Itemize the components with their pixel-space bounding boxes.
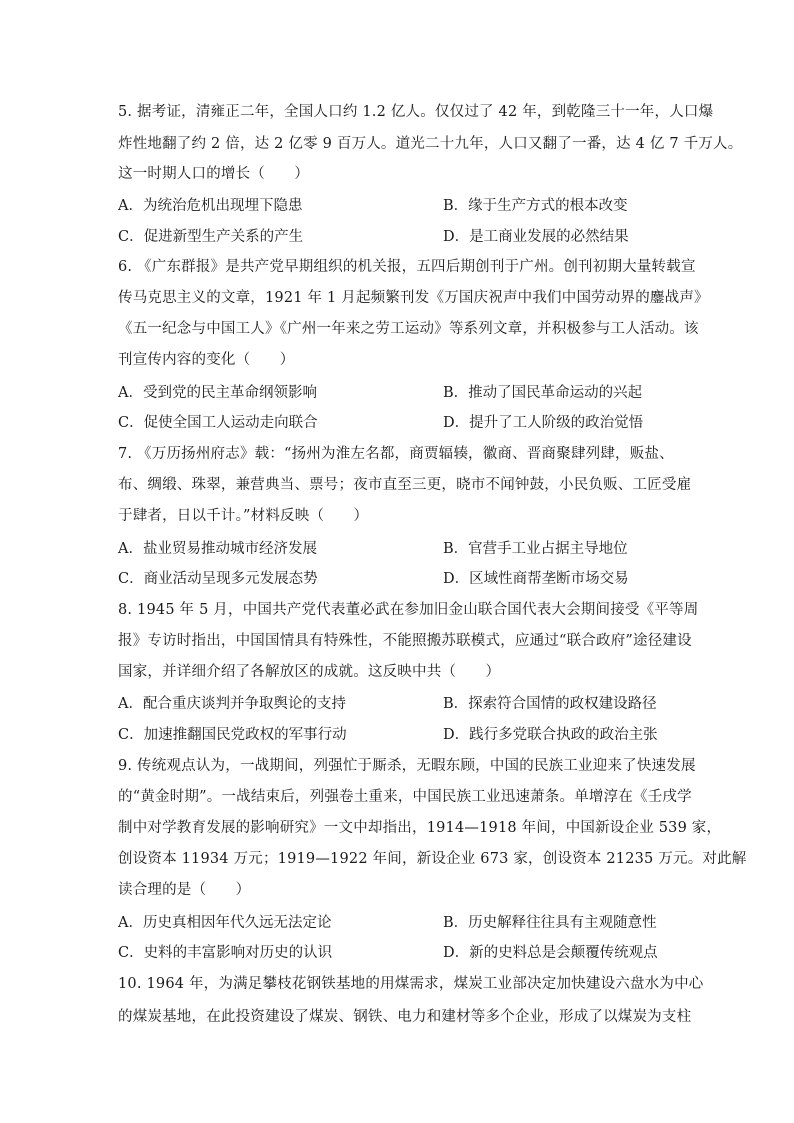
q9-option-d[interactable]: D．新的史料总是会颠覆传统观点 <box>443 945 658 961</box>
q8-option-b[interactable]: B．探索符合国情的政权建设路径 <box>443 696 657 712</box>
q6-line-1: 6. 《广东群报》是共产党早期组织的机关报，五四后期创刊于广州。创刊初期大量转载宣 <box>118 259 696 275</box>
q6-line-3: 《五一纪念与中国工人》《广州一年来之劳工运动》等系列文章，并积极参与工人活动。该 <box>118 321 699 337</box>
q9-option-b[interactable]: B．历史解释往往具有主观随意性 <box>443 915 657 931</box>
q6-option-b[interactable]: B．推动了国民革命运动的兴起 <box>443 385 643 401</box>
q9-option-a[interactable]: A．历史真相因年代久远无法定论 <box>118 915 332 931</box>
q8-line-1: 8. 1945 年 5 月，中国共产党代表董必武在参加旧金山联合国代表大会期间接受《平等周 <box>118 602 699 618</box>
q9-line-5: 读合理的是（ ） <box>118 882 251 898</box>
q9-line-2: 的“黄金时期”。一战结束后，列强卷土重来，中国民族工业迅速萧条。单增淳在《壬戌学 <box>118 789 692 805</box>
q7-line-2: 布、绸缎、珠翠，兼营典当、票号；夜市直至三更，晓市不闻钟鼓，小民负贩、工匠受雇 <box>118 477 692 493</box>
q6-option-d[interactable]: D．提升了工人阶级的政治觉悟 <box>443 415 644 431</box>
q5-line-3: 这一时期人口的增长（ ） <box>118 166 310 182</box>
q9-line-4: 创设资本 11934 万元；1919—1922 年间，新设企业 673 家，创设资本 21235 万元。对此解 <box>118 851 747 867</box>
q5-option-a[interactable]: A．为统治危机出现埋下隐患 <box>118 198 303 214</box>
q7-line-1: 7. 《万历扬州府志》载：“扬州为淮左名都，商贾辐辏，徽商、晋商聚肆列肆，贩盐、 <box>118 446 674 462</box>
q7-option-a[interactable]: A．盐业贸易推动城市经济发展 <box>118 541 317 557</box>
q5-option-d[interactable]: D．是工商业发展的必然结果 <box>443 229 629 245</box>
q6-line-2: 传马克思主义的文章，1921 年 1 月起频繁刊发《万国庆祝声中我们中国劳动界的鏖战声》 <box>118 290 709 306</box>
q9-option-c[interactable]: C．史料的丰富影响对历史的认识 <box>118 945 333 961</box>
q10-line-1: 10. 1964 年，为满足攀枝花钢铁基地的用煤需求，煤炭工业部决定加快建设六盘水为中心 <box>118 976 704 992</box>
q10-line-2: 的煤炭基地，在此投资建设了煤炭、钢铁、电力和建材等多个企业，形成了以煤炭为支柱 <box>118 1009 692 1025</box>
q8-line-3: 国家，并详细介绍了各解放区的成就。这反映中共（ ） <box>118 664 501 680</box>
q8-option-c[interactable]: C．加速推翻国民党政权的军事行动 <box>118 727 347 743</box>
q9-line-3: 制中对学教育发展的影响研究》一文中却指出，1914—1918 年间，中国新设企业 539 家， <box>118 820 722 836</box>
q5-line-1: 5. 据考证，清雍正二年，全国人口约 1.2 亿人。仅仅过了 42 年，到乾隆三十一年，人口爆 <box>118 104 714 120</box>
q9-line-1: 9. 传统观点认为，一战期间，列强忙于厮杀，无暇东顾，中国的民族工业迎来了快速发展 <box>118 758 696 774</box>
q6-option-c[interactable]: C．促使全国工人运动走向联合 <box>118 415 318 431</box>
q5-line-2: 炸性地翻了约 2 倍，达 2 亿零 9 百万人。道光二十九年，人口又翻了一番，达 4 亿 7 千万人。 <box>118 136 743 152</box>
q8-option-a[interactable]: A．配合重庆谈判并争取舆论的支持 <box>118 696 346 712</box>
q6-option-a[interactable]: A．受到党的民主革命纲领影响 <box>118 385 317 401</box>
q7-option-c[interactable]: C．商业活动呈现多元发展态势 <box>118 571 318 587</box>
q6-line-4: 刊宣传内容的变化（ ） <box>118 352 295 368</box>
q8-line-2: 报》专访时指出，中国国情具有特殊性，不能照搬苏联模式，应通过“联合政府”途径建设 <box>118 633 692 649</box>
q7-option-b[interactable]: B．官营手工业占据主导地位 <box>443 541 628 557</box>
q8-option-d[interactable]: D．践行多党联合执政的政治主张 <box>443 727 658 743</box>
q7-option-d[interactable]: D．区域性商帮垄断市场交易 <box>443 571 629 587</box>
q5-option-c[interactable]: C．促进新型生产关系的产生 <box>118 229 304 245</box>
q7-line-3: 于肆者，日以千计。”材料反映（ ） <box>118 508 369 524</box>
q5-option-b[interactable]: B．缘于生产方式的根本改变 <box>443 198 628 214</box>
